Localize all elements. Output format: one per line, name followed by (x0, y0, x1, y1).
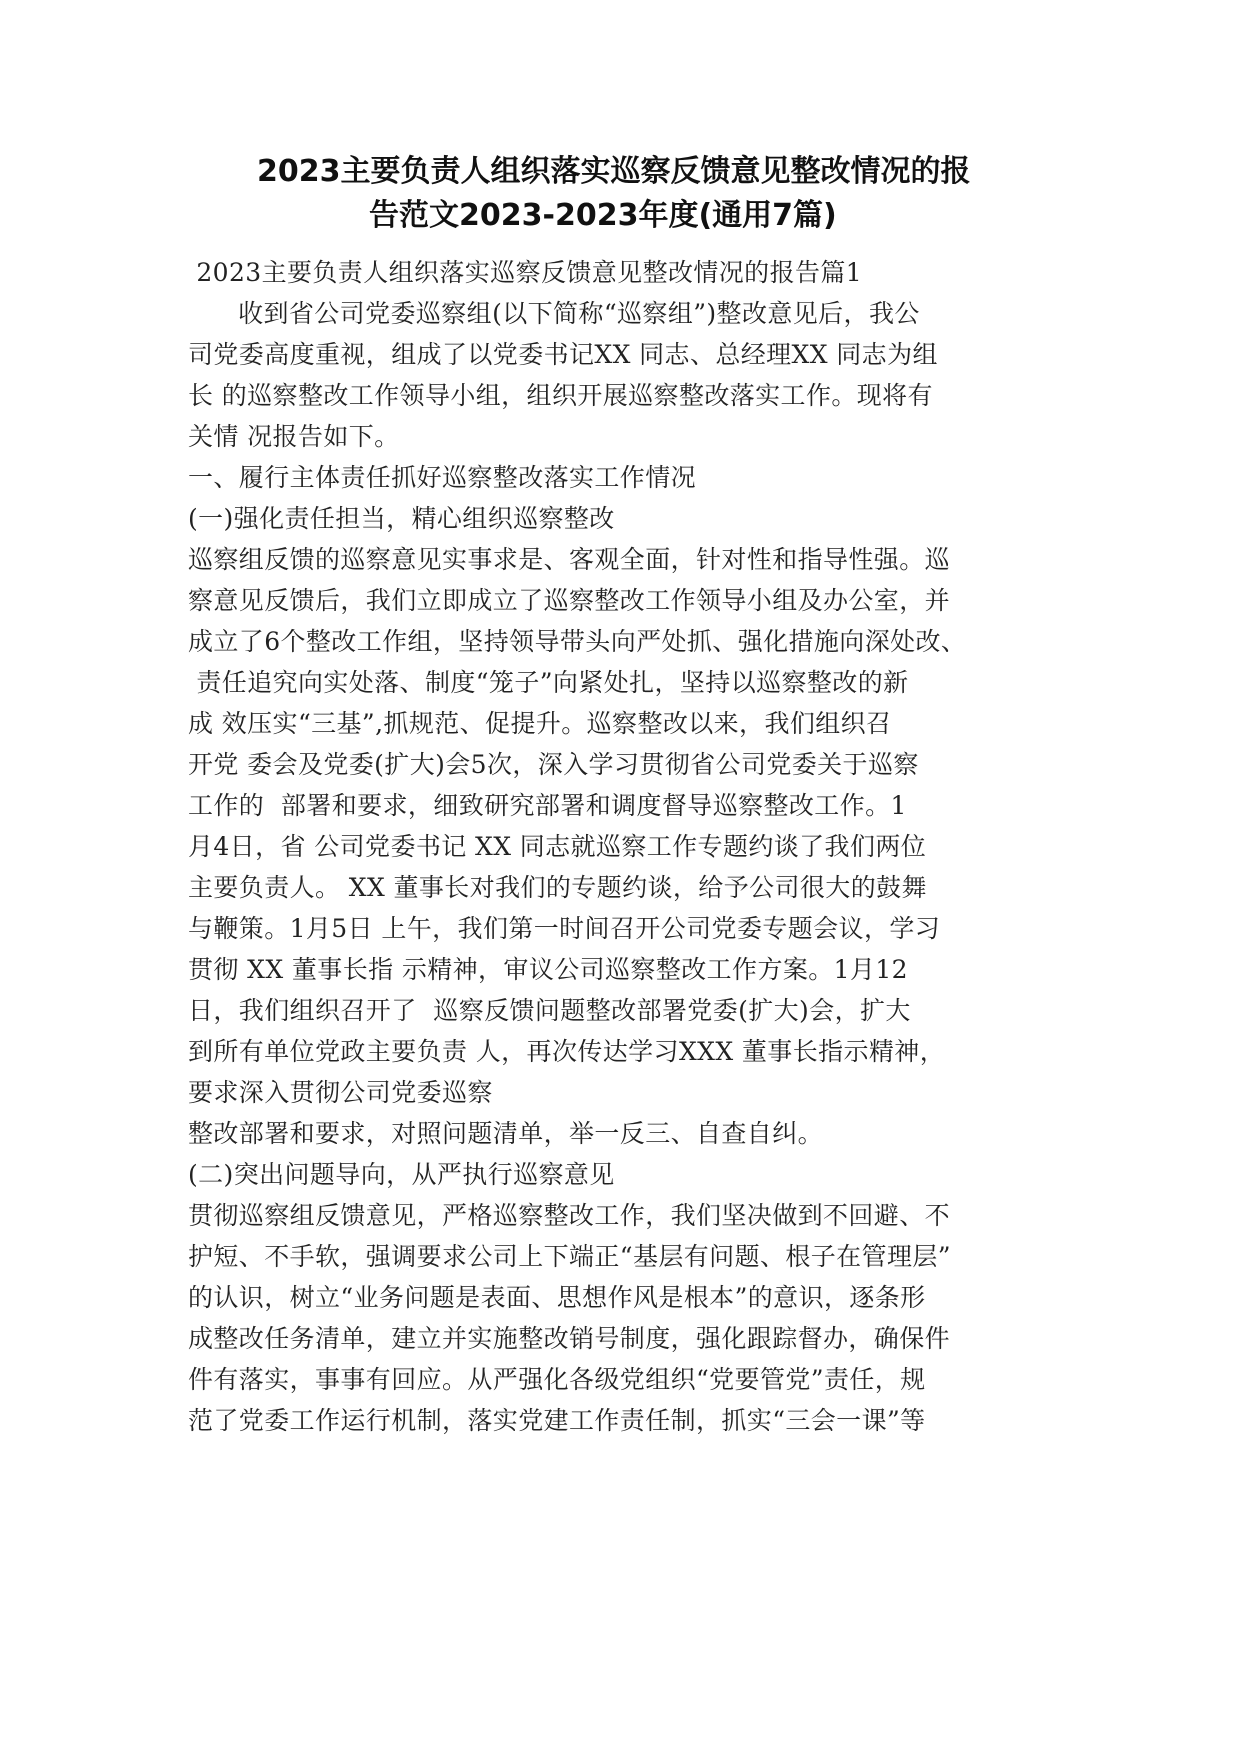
section-heading: 一、履行主体责任抓好巡察整改落实工作情况 (188, 463, 697, 492)
paragraph-line: 开党 委会及党委(扩大)会5次，深入学习贯彻省公司党委关于巡察 (188, 750, 919, 779)
paragraph-line: 主要负责人。 XX 董事长对我们的专题约谈，给予公司很大的鼓舞 (188, 873, 927, 902)
paragraph-line: 收到省公司党委巡察组(以下简称“巡察组”)整改意见后，我公 (188, 299, 920, 328)
paragraph-line: 司党委高度重视，组成了以党委书记XX 同志、总经理XX 同志为组 (188, 340, 938, 369)
subsection-heading: (二)突出问题导向，从严执行巡察意见 (188, 1160, 615, 1189)
paragraph-line: 范了党委工作运行机制，落实党建工作责任制，抓实“三会一课”等 (188, 1406, 926, 1435)
paragraph-line: 贯彻巡察组反馈意见，严格巡察整改工作，我们坚决做到不回避、不 (188, 1201, 951, 1230)
paragraph-line: 护短、不手软，强调要求公司上下端正“基层有问题、根子在管理层” (188, 1242, 951, 1271)
paragraph-line: 成立了6个整改工作组，坚持领导带头向严处抓、强化措施向深处改、 (188, 627, 967, 656)
paragraph-line: 整改部署和要求，对照问题清单，举一反三、自查自纠。 (188, 1119, 824, 1148)
paragraph-line: 关情 况报告如下。 (188, 422, 400, 451)
paragraph-line: 成整改任务清单，建立并实施整改销号制度，强化跟踪督办，确保件 (188, 1324, 951, 1353)
paragraph-line: 日，我们组织召开了 巡察反馈问题整改部署党委(扩大)会，扩大 (188, 996, 911, 1025)
document-title (200, 150, 1080, 238)
paragraph-line: 贯彻 XX 董事长指 示精神，审议公司巡察整改工作方案。1月12 (188, 955, 908, 984)
paragraph-line: 巡察组反馈的巡察意见实事求是、客观全面，针对性和指导性强。巡 (188, 545, 951, 574)
paragraph-line: 工作的 部署和要求，细致研究部署和调度督导巡察整改工作。1 (188, 791, 907, 820)
section-heading: 2023主要负责人组织落实巡察反馈意见整改情况的报告篇1 (188, 258, 863, 287)
paragraph-line: 察意见反馈后，我们立即成立了巡察整改工作领导小组及办公室，并 (188, 586, 951, 615)
paragraph-line: 责任追究向实处落、制度“笼子”向紧处扎，坚持以巡察整改的新 (188, 668, 909, 697)
paragraph-line: 长 的巡察整改工作领导小组，组织开展巡察整改落实工作。现将有 (188, 381, 933, 410)
paragraph-line: 到所有单位党政主要负责 人，再次传达学习XXX 董事长指示精神， (188, 1037, 946, 1066)
subsection-heading: (一)强化责任担当，精心组织巡察整改 (188, 504, 615, 533)
title-line-2: 告范文2023-2023年度(通用7篇) (369, 198, 837, 233)
paragraph-line: 与鞭策。1月5日 上午，我们第一时间召开公司党委专题会议，学习 (188, 914, 941, 943)
paragraph-line: 月4日，省 公司党委书记 XX 同志就巡察工作专题约谈了我们两位 (188, 832, 927, 861)
paragraph-line: 成 效压实“三基”,抓规范、促提升。巡察整改以来，我们组织召 (188, 709, 892, 738)
paragraph-line: 件有落实，事事有回应。从严强化各级党组织“党要管党”责任，规 (188, 1365, 926, 1394)
paragraph-line: 要求深入贯彻公司党委巡察 (188, 1078, 493, 1107)
title-line-1: 2023主要负责人组织落实巡察反馈意见整改情况的报 (257, 154, 971, 189)
paragraph-line: 的认识，树立“业务问题是表面、思想作风是根本”的意识，逐条形 (188, 1283, 926, 1312)
document-body (188, 252, 1068, 1441)
